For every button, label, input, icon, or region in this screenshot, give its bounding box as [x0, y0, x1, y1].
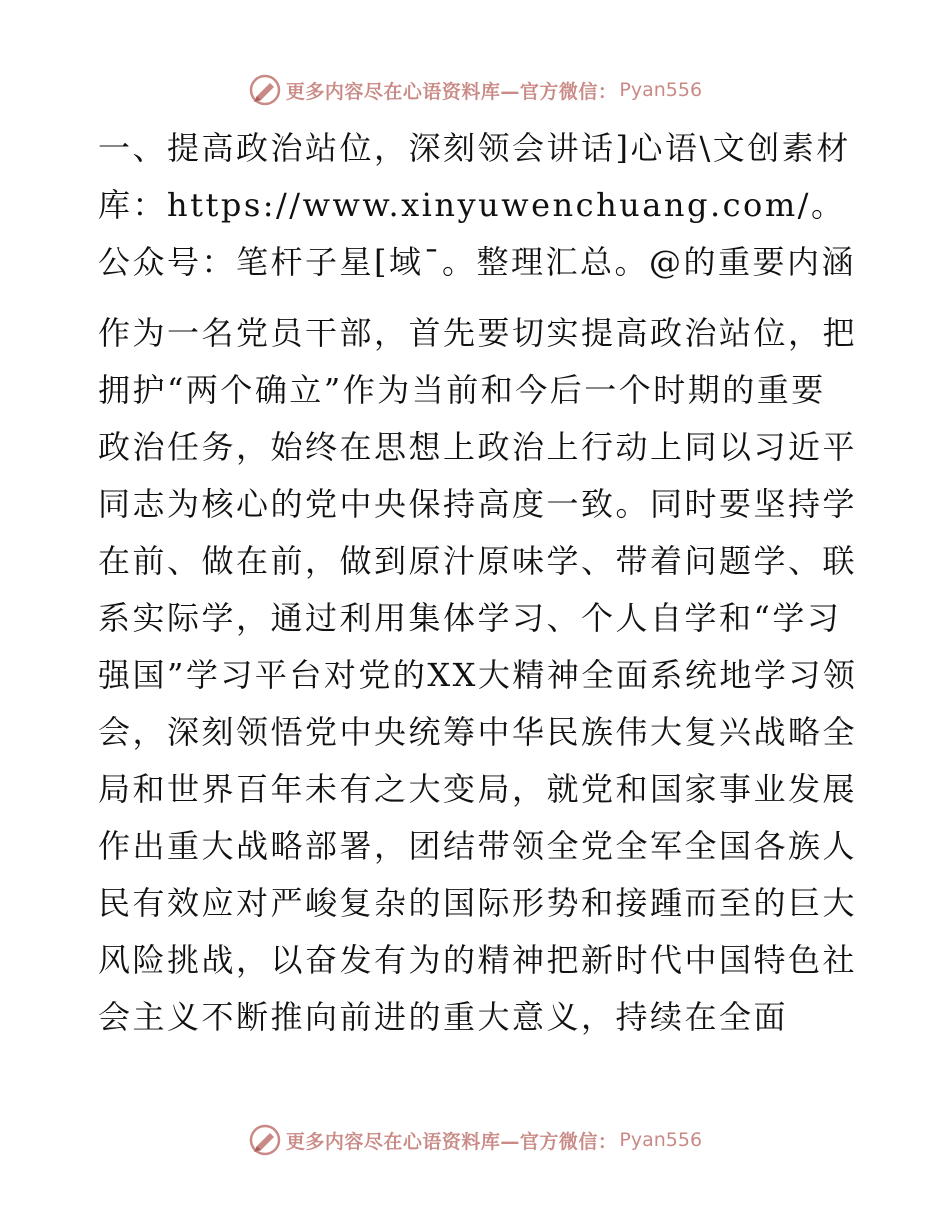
body-paragraph: 作为一名党员干部，首先要切实提高政治站位，把拥护“两个确立”作为当前和今后一个时期的重要政治任务，始终在思想上政治上行动上同以习近平同志为核心的党中央保持高度一致。同时要坚持学在前、做在前，做到原汁原味学、带着问题学、联系实际学，通过利用集体学习、个人自学和“学习强国”学习平台对党的XX大精神全面系统地学习领会，深刻领悟党中央统筹中华民族伟大复兴战略全局和世界百年未有之大变局，就党和国家事业发展作出重大战略部署，团结带领全党全军全国各族人民有效应对严峻复杂的国际形势和接踵而至的巨大风险挑战，以奋发有为的精神把新时代中国特色社会主义不断推向前进的重大意义，持续在全面: [98, 314, 858, 1036]
watermark-text: 更多内容尽在心语资料库—官方微信：: [285, 80, 618, 103]
footer-watermark-banner: [0, 1120, 950, 1160]
header-watermark-banner: [0, 70, 950, 110]
watermark-contact: Pyan556: [619, 1129, 703, 1151]
section-heading: 一、提高政治站位，深刻领会讲话]心语\文创素材库：https://www.xinyuwenchuang.com/。公众号：笔杆子星[域¯。整理汇总。@的重要内涵: [98, 129, 856, 281]
pen-logo-icon: [248, 73, 282, 107]
watermark-text: 更多内容尽在心语资料库—官方微信：: [285, 1130, 618, 1153]
document-body: [98, 120, 858, 1046]
watermark-contact: Pyan556: [619, 79, 703, 101]
pen-logo-icon: [248, 1123, 282, 1157]
